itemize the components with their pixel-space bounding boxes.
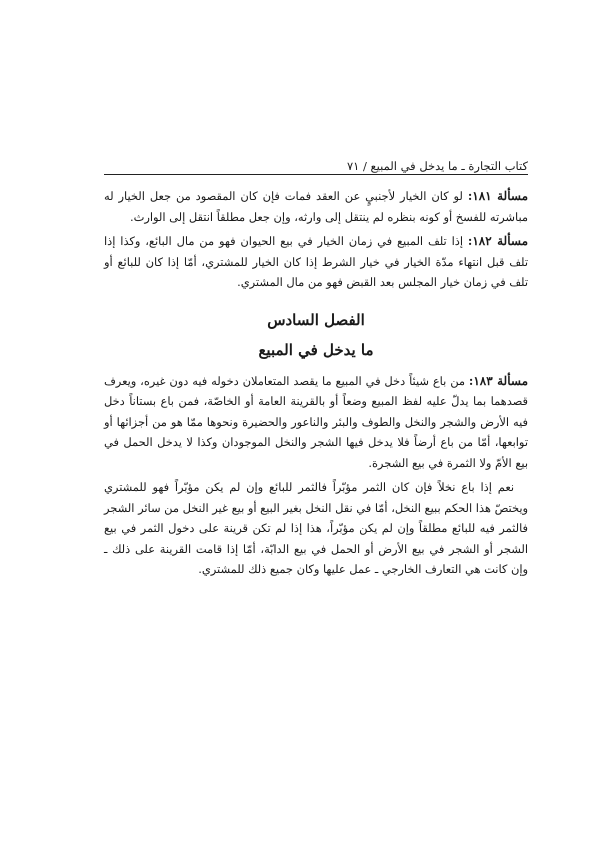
issue-181-text: لو كان الخيار لأجنبيٍ عن العقد فمات فإن كان المقصود من جعل الخيار له مباشرته للفسخ أو كونه بنظره لم ينتقل إلى وارثه، وإن جعل مطلقاً انتقل إلى الوارث. — [104, 189, 528, 224]
issue-183-text: من باع شيئاً دخل في المبيع ما يقصد المتعاملان دخوله فيه دون غيره، ويعرف قصدهما بما يدلّ عليه لفظ المبيع وضعاً أو بالقرينة العامة أو الخاصّة، فمن باع بستاناً دخل فيه الأرض والشجر والنخل والطوف والبئر والناعور والحضيرة ونحوها ممّا هو من أجزائها أو توابعها، أمّا من باع أرضاً فلا يدخل فيها الشجر والنخل الموجودان وكذا لا يدخل الحمل في بيع الأمّ ولا الثمرة في بيع الشجرة. — [104, 373, 528, 470]
issue-183-continuation: نعم إذا باع نخلاً فإن كان الثمر مؤبّراً فالثمر للبائع وإن لم يكن مؤبّراً فهو للمشتري ويختصّ هذا الحكم ببيع النخل، أمّا في نقل النخل بغير البيع أو بيع غير النخل من سائر الشجر فالثمر فيه للبائع مطلقاً وإن لم يكن مؤبّراً، هذا إذا لم تكن قرينة على دخول الثمر في بيع الشجر أو الشجر في بيع الأرض أو الحمل في بيع الدابّة، أمّا إذا قامت القرينة على ذلك ـ وإن كانت هي التعارف الخارجي ـ عمل عليها وكان جميع ذلك للمشتري. — [104, 480, 528, 576]
issue-182-text: إذا تلف المبيع في زمان الخيار في بيع الحيوان فهو من مال البائع، وكذا إذا تلف قبل انتهاء مدّة الخيار في خيار الشرط إذا كان الخيار للمشتري، أمّا إذا كان للبائع أو تلف في زمان خيار المجلس بعد القبض فهو من مال المشتري. — [104, 234, 528, 289]
issue-181-label: مسألة ١٨١: — [467, 189, 528, 203]
page-body — [104, 186, 528, 584]
chapter-subtitle: ما يدخل في المبيع — [258, 340, 374, 359]
issue-182-label: مسألة ١٨٢: — [467, 234, 528, 248]
running-header: كتاب التجارة ـ ما يدخل في المبيع / ٧١ — [346, 159, 528, 173]
header-rule — [104, 174, 528, 175]
issue-183-label: مسألة ١٨٣: — [468, 373, 528, 388]
issue-181-paragraph — [104, 186, 528, 227]
issue-183-paragraph — [104, 371, 528, 474]
chapter-title: الفصل السادس — [267, 310, 365, 329]
issue-182-paragraph — [104, 231, 528, 293]
